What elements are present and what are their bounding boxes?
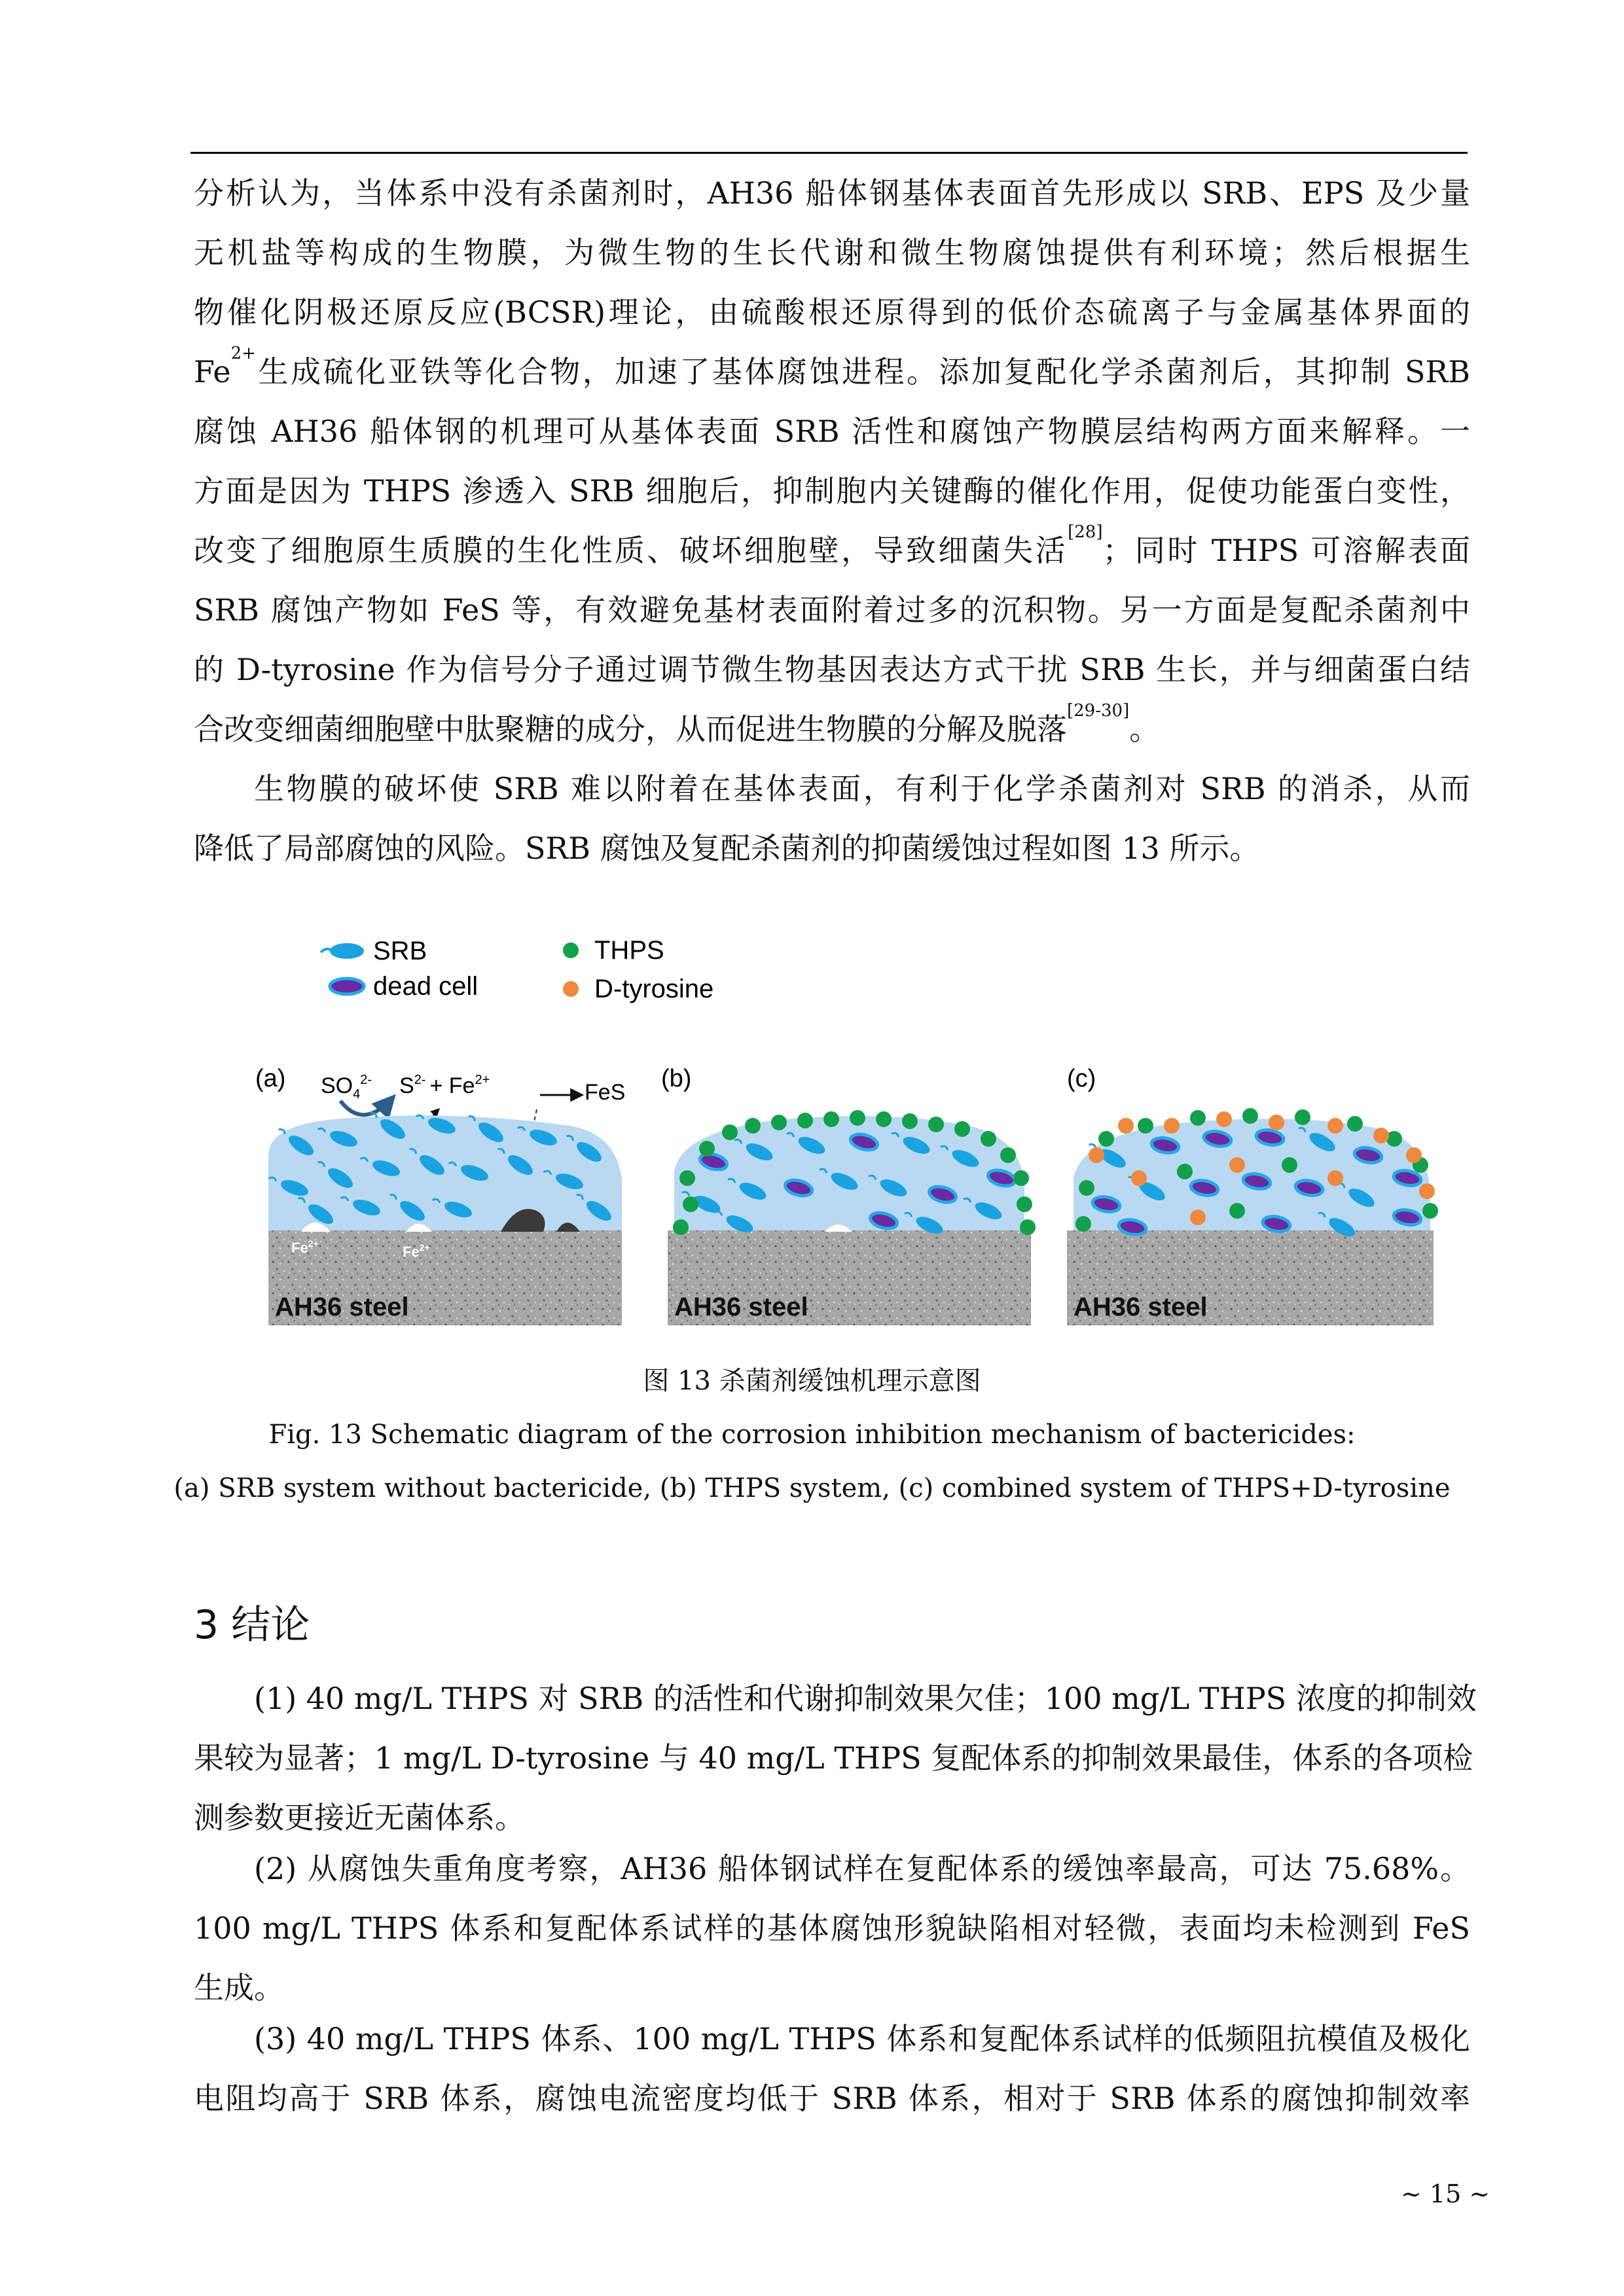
thps-particle <box>1295 1109 1310 1125</box>
thps-particle <box>797 1113 813 1128</box>
text-line: (3) 40 mg/L THPS 体系、100 mg/L THPS 体系和复配体系试样的低频阻抗模值及极化 <box>254 2021 1470 2056</box>
thps-particle <box>722 1124 738 1140</box>
so4-label: $SO_4^{2-}$ <box>321 1073 372 1102</box>
thps-particle <box>1020 1219 1036 1235</box>
d-tyrosine-particle <box>1229 1157 1245 1173</box>
d-tyrosine-particle <box>1327 1170 1343 1186</box>
reaction-label: $S^{2-} + Fe^{2+}$ <box>399 1073 490 1098</box>
text-line: 测参数更接近无菌体系。 <box>194 1800 525 1835</box>
thps-particle <box>771 1115 787 1130</box>
thps-particle <box>981 1131 996 1147</box>
thps-particle <box>954 1121 970 1137</box>
section-heading-conclusions: 3 结论 <box>194 1602 310 1648</box>
fes-label: FeS <box>585 1080 626 1105</box>
thps-particle <box>683 1196 698 1212</box>
text-line: 分析认为，当体系中没有杀菌剂时，AH36 船体钢基体表面首先形成以 SRB、EPS 及少量 <box>194 175 1470 211</box>
panel-b-label: (b) <box>661 1065 692 1092</box>
legend-d-tyrosine: D-tyrosine <box>594 975 714 1003</box>
conclusion-1 <box>194 1669 1477 1848</box>
panel-b <box>661 1065 1036 1325</box>
figure-caption-en-1: Fig. 13 Schematic diagram of the corrosion inhibition mechanism of bactericides: <box>268 1420 1356 1450</box>
citation: [28] <box>1068 522 1103 542</box>
d-tyrosine-particle <box>1419 1183 1435 1199</box>
conclusion-3 <box>194 2009 1470 2128</box>
d-tyrosine-particle <box>1164 1118 1180 1134</box>
thps-particle <box>1347 1116 1363 1132</box>
thps-particle <box>1075 1216 1091 1232</box>
thps-particle <box>1242 1108 1258 1124</box>
text-line: 物催化阴极还原反应(BCSR)理论，由硫酸根还原得到的低价态硫离子与金属基体界面的 <box>194 295 1470 330</box>
thps-particle <box>823 1111 839 1127</box>
thps-particle <box>1177 1164 1193 1179</box>
fe2-label-2: $Fe^{2+}$ <box>403 1242 430 1260</box>
text-line: 降低了局部腐蚀的风险。SRB 腐蚀及复配杀菌剂的抑菌缓蚀过程如图 13 所示。 <box>194 831 1260 866</box>
d-tyrosine-particle <box>1327 1118 1343 1134</box>
thps-particle <box>1190 1110 1206 1126</box>
thps-particle <box>1138 1118 1153 1134</box>
thps-particle <box>1013 1170 1029 1186</box>
thps-particle <box>1017 1196 1032 1212</box>
thps-particle <box>673 1219 689 1235</box>
thps-particle <box>928 1117 944 1132</box>
text-line: 生成。 <box>194 1970 284 2005</box>
legend-thps: THPS <box>594 936 664 965</box>
thps-particle <box>850 1110 865 1126</box>
legend-srb: SRB <box>373 937 427 965</box>
panel-a <box>255 1065 625 1325</box>
d-tyrosine-particle <box>1373 1128 1389 1143</box>
thps-particle <box>1079 1180 1094 1196</box>
panel-a-label: (a) <box>255 1065 286 1092</box>
paragraph-biofilm <box>194 759 1470 878</box>
steel-label-c: AH36 steel <box>1074 1293 1208 1321</box>
panel-c-label: (c) <box>1067 1065 1096 1092</box>
figure-caption-cn: 图 13 杀菌剂缓蚀机理示意图 <box>643 1366 981 1396</box>
thps-particle <box>745 1118 761 1134</box>
d-tyrosine-particle <box>1089 1147 1104 1163</box>
panel-c <box>1067 1065 1438 1325</box>
text-line: SRB 腐蚀产物如 FeS 等，有效避免基材表面附着过多的沉积物。另一方面是复配杀菌剂中 <box>194 592 1470 628</box>
page-number: ~ 15 ~ <box>1401 2179 1490 2208</box>
thps-particle <box>1000 1147 1016 1163</box>
steel-label-b: AH36 steel <box>674 1293 808 1321</box>
text-line: 电阻均高于 SRB 体系，腐蚀电流密度均低于 SRB 体系，相对于 SRB 体系的腐蚀抑制效率 <box>194 2081 1470 2116</box>
steel-label-a: AH36 steel <box>275 1293 409 1321</box>
text-line: 腐蚀 AH36 船体钢的机理可从基体表面 SRB 活性和腐蚀产物膜层结构两方面来解释。一 <box>194 414 1470 449</box>
d-tyrosine-particle <box>1269 1115 1284 1130</box>
thps-particle <box>1422 1203 1438 1219</box>
text-line: (1) 40 mg/L THPS 对 SRB 的活性和代谢抑制效果欠佳；100 mg/L THPS 浓度的抑制效 <box>254 1681 1477 1716</box>
thps-particle <box>1229 1203 1245 1219</box>
mechanism-figure <box>255 929 1453 1335</box>
text-line: 改变了细胞原生质膜的生化性质、破坏细胞壁，导致细菌失活[28]；同时 THPS 可溶解表面 <box>194 522 1471 568</box>
text-line: 方面是因为 THPS 渗透入 SRB 细胞后，抑制胞内关键酶的催化作用，促使功能蛋白变性， <box>194 473 1470 509</box>
thps-particle <box>1098 1131 1114 1147</box>
legend-dead-cell: dead cell <box>373 972 478 1001</box>
thps-particle <box>1282 1157 1297 1173</box>
srb-legend-icon <box>330 943 364 959</box>
thps-particle <box>1386 1131 1402 1147</box>
thps-legend-icon <box>563 942 579 958</box>
citation: [29-30] <box>1067 701 1130 721</box>
d-tyrosine-particle <box>1406 1147 1422 1163</box>
figure-caption-en-2: (a) SRB system without bactericide, (b) THPS system, (c) combined system of THPS+D-tyrosine <box>173 1473 1451 1503</box>
thps-particle <box>902 1113 918 1129</box>
header-rule <box>190 152 1468 154</box>
text-line: 生物膜的破坏使 SRB 难以附着在基体表面，有利于化学杀菌剂对 SRB 的消杀，从而 <box>254 771 1470 806</box>
text-line: 100 mg/L THPS 体系和复配体系试样的基体腐蚀形貌缺陷相对轻微，表面均未检测到 FeS <box>194 1910 1470 1946</box>
d-tyrosine-particle <box>1118 1118 1134 1134</box>
d-tyrosine-particle <box>1216 1111 1232 1127</box>
fe2-label-1: $Fe^{2+}$ <box>291 1238 319 1256</box>
thps-particle <box>876 1111 892 1127</box>
text-line: 合改变细菌细胞壁中肽聚糖的成分，从而促进生物膜的分解及脱落[29-30]。 <box>194 701 1160 747</box>
conclusion-2 <box>194 1839 1470 2018</box>
dead-cell-legend-icon <box>330 978 364 994</box>
d-tyrosine-particle <box>1131 1170 1147 1186</box>
d-tyrosine-particle <box>1190 1210 1206 1225</box>
d-tyrosine-legend-icon <box>563 981 579 997</box>
text-line: (2) 从腐蚀失重角度考察，AH36 船体钢试样在复配体系的缓蚀率最高，可达 75.68%。 <box>254 1851 1470 1886</box>
figure-legend <box>321 936 713 1003</box>
text-line: 果较为显著；1 mg/L D-tyrosine 与 40 mg/L THPS 复配体系的抑制效果最佳，体系的各项检 <box>194 1740 1473 1776</box>
paragraph-mechanism <box>194 164 1470 759</box>
thps-particle <box>679 1170 695 1186</box>
text-line: $Fe^{2+}$生成硫化亚铁等化合物，加速了基体腐蚀进程。添加复配化学杀菌剂后，其抑制 SRB <box>194 344 1470 389</box>
text-line: 无机盐等构成的生物膜，为微生物的生长代谢和微生物腐蚀提供有利环境；然后根据生 <box>194 235 1470 270</box>
thps-particle <box>699 1141 715 1157</box>
text-line: 的 D-tyrosine 作为信号分子通过调节微生物基因表达方式干扰 SRB 生长，并与细菌蛋白结 <box>194 652 1470 687</box>
